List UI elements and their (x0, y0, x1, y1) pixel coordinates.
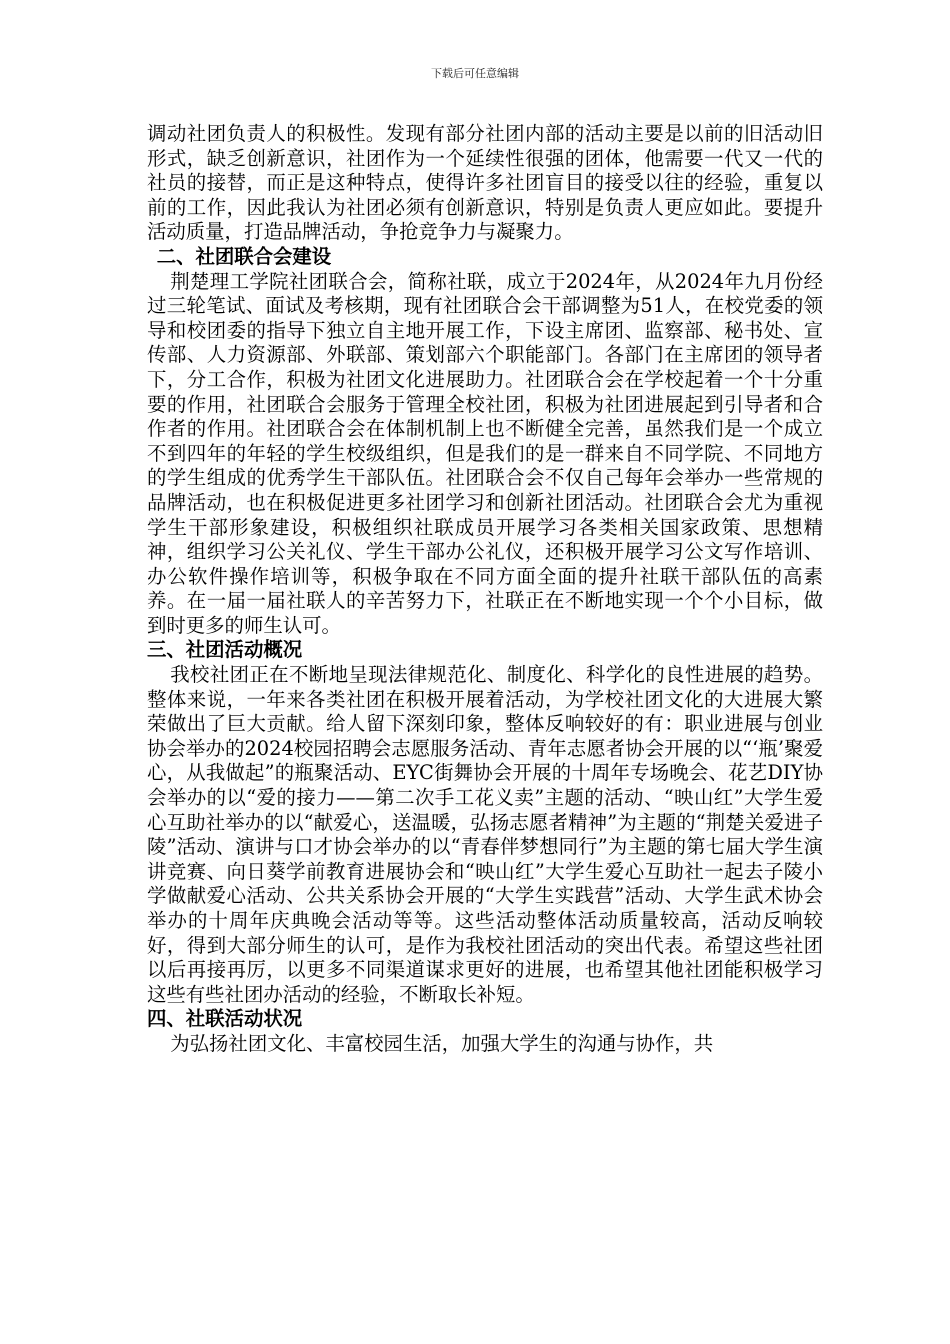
document-body (147, 122, 823, 1057)
paragraph-activities: 我校社团正在不断地呈现法律规范化、制度化、科学化的良性进展的趋势。整体来说，一年来各类社团在积极开展着活动，为学校社团文化的大进展大繁荣做出了巨大贡献。给人留下深刻印象，整体反响较好的有：职业进展与创业协会举办的2024校园招聘会志愿服务活动、青年志愿者协会开展的以“‘瓶’聚爱心，从我做起”的瓶聚活动、EYC街舞协会开展的十周年专场晚会、花艺DIY协会举办的以“爱的接力——第二次手工花义卖”主题的活动、“映山红”大学生爱心互助社举办的以“献爱心，送温暖，弘扬志愿者精神”为主题的“荆楚关爱进子陵”活动、演讲与口才协会举办的以“青春伴梦想同行”为主题的第七届大学生演讲竞赛、向日葵学前教育进展协会和“映山红”大学生爱心互助社一起去子陵小学做献爱心活动、公共关系协会开展的“大学生实践营”活动、大学生武术协会举办的十周年庆典晚会活动等等。这些活动整体活动质量较高，活动反响较好，得到大部分师生的认可，是作为我校社团活动的突出代表。希望这些社团以后再接再厉，以更多不同渠道谋求更好的进展，也希望其他社团能积极学习这些有些社团办活动的经验，不断取长补短。 (147, 663, 823, 1006)
page-header: 下载后可任意编辑 (431, 67, 519, 80)
section-heading-4: 四、社联活动状况 (147, 1007, 303, 1031)
paragraph-federation: 荆楚理工学院社团联合会，简称社联，成立于2024年，从2024年九月份经过三轮笔试、面试及考核期，现有社团联合会干部调整为51人，在校党委的领导和校团委的指导下独立自主地开展工作，下设主席团、监察部、秘书处、宣传部、人力资源部、外联部、策划部六个职能部门。各部门在主席团的领导者下，分工合作，积极为社团文化进展助力。社团联合会在学校起着一个十分重要的作用，社团联合会服务于管理全校社团，积极为社团进展起到引导者和合作者的作用。社团联合会在体制机制上也不断健全完善，虽然我们是一个成立不到四年的年轻的学生校级组织，但是我们的是一群来自不同学院、不同地方的学生组成的优秀学生干部队伍。社团联合会不仅自己每年会举办一些常规的品牌活动，也在积极促进更多社团学习和创新社团活动。社团联合会尤为重视学生干部形象建设，积极组织社联成员开展学习各类相关国家政策、思想精神，组织学习公关礼仪、学生干部办公礼仪，还积极开展学习公文写作培训、办公软件操作培训等，积极争取在不同方面全面的提升社联干部队伍的高素养。在一届一届社联人的辛苦努力下，社联正在不断地实现一个个小目标，做到时更多的师生认可。 (147, 269, 823, 637)
paragraph-federation-activities: 为弘扬社团文化、丰富校园生活，加强大学生的沟通与协作，共 (170, 1031, 714, 1055)
section-heading-3: 三、社团活动概况 (147, 638, 303, 662)
paragraph-intro: 调动社团负责人的积极性。发现有部分社团内部的活动主要是以前的旧活动旧形式，缺乏创新意识，社团作为一个延续性很强的团体，他需要一代又一代的社员的接替，而正是这种特点，使得许多社团盲目的接受以往的经验，重复以前的工作，因此我认为社团必须有创新意识，特别是负责人更应如此。要提升活动质量，打造品牌活动，争抢竞争力与凝聚力。 (147, 122, 823, 244)
section-heading-2: 二、社团联合会建设 (156, 244, 332, 268)
